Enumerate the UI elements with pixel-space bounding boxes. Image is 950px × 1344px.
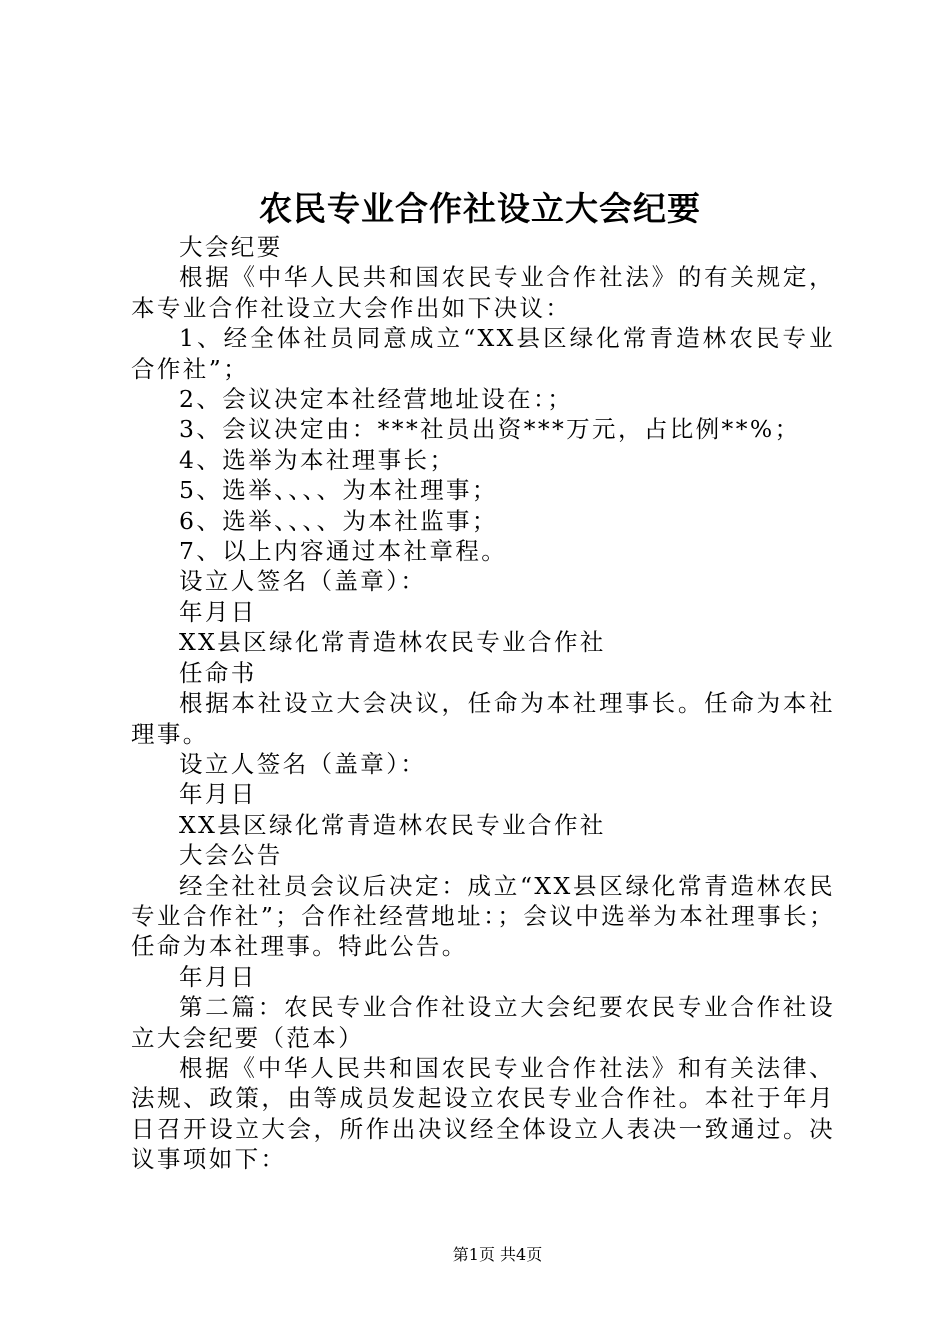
paragraph: XX县区绿化常青造林农民专业合作社 xyxy=(179,810,606,839)
paragraph: 经全社社员会议后决定：成立“XX县区绿化常青造林农民专业合作社”；合作社经营地址：；会议中选举为本社理事长；任命为本社理事。特此公告。 xyxy=(131,871,835,961)
paragraph: 第二篇：农民专业合作社设立大会纪要农民专业合作社设立大会纪要（范本） xyxy=(131,993,835,1052)
paragraph: 大会公告 xyxy=(179,841,283,870)
paragraph: XX县区绿化常青造林农民专业合作社 xyxy=(179,628,606,657)
paragraph: 3、会议决定由：***社员出资***万元，占比例**%； xyxy=(179,415,801,444)
paragraph: 7、以上内容通过本社章程。 xyxy=(179,537,508,566)
document-body xyxy=(131,232,835,1175)
paragraph: 1、经全体社员同意成立“XX县区绿化常青造林农民专业合作社”； xyxy=(131,324,835,383)
paragraph: 6、选举、、、、为本社监事； xyxy=(179,506,498,535)
page-footer: 第1页 共4页 xyxy=(452,1245,543,1264)
paragraph: 根据《中华人民共和国农民专业合作社法》和有关法律、法规、政策，由等成员发起设立农民专业合作社。本社于年月日召开设立大会，所作出决议经全体设立人表决一致通过。决议事项如下： xyxy=(131,1053,835,1174)
paragraph: 根据《中华人民共和国农民专业合作社法》的有关规定，本专业合作社设立大会作出如下决议： xyxy=(131,263,835,322)
document-title: 农民专业合作社设立大会纪要 xyxy=(259,189,701,228)
paragraph: 年月日 xyxy=(179,597,257,626)
paragraph: 大会纪要 xyxy=(179,233,283,261)
paragraph: 4、选举为本社理事长； xyxy=(179,445,456,474)
paragraph: 5、选举、、、、为本社理事； xyxy=(179,476,498,505)
paragraph: 设立人签名（盖章）： xyxy=(179,567,427,596)
paragraph: 2、会议决定本社经营地址设在：； xyxy=(179,385,574,414)
paragraph: 根据本社设立大会决议，任命为本社理事长。任命为本社理事。 xyxy=(131,689,835,748)
paragraph: 年月日 xyxy=(179,780,257,809)
paragraph: 年月日 xyxy=(179,962,257,991)
paragraph: 设立人签名（盖章）： xyxy=(179,749,427,778)
paragraph: 任命书 xyxy=(179,658,257,687)
